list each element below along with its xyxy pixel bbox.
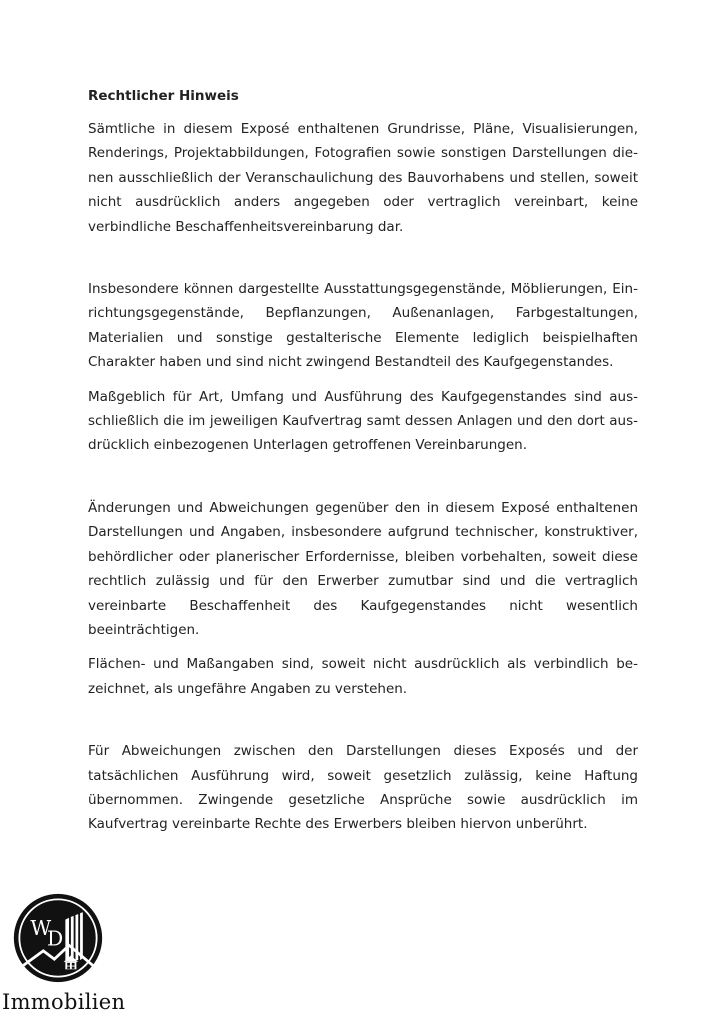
logo-letter-w: W: [30, 916, 52, 941]
company-logo: [2, 892, 132, 1022]
paragraph-1: Sämtliche in diesem Exposé enthaltenen Grundrisse, Pläne, Visualisierungen, Renderings, Projektabbildungen, Fotografien sowie sonstigen Darstellungen dienen ausschließlich der Veranschaulichung des Bauvorhabens und stellen, soweit nicht ausdrücklich anders angegeben oder vertraglich vereinbart, keine verbindliche Beschaffenheitsvereinbarung dar.: [88, 121, 638, 235]
logo-emblem-icon: [12, 892, 104, 984]
paragraph-5: Flächen- und Maßangaben sind, soweit nicht ausdrücklich als verbindlich bezeichnet, als ungefähre Angaben zu verstehen.: [88, 656, 638, 697]
paragraph-2: Insbesondere können dargestellte Ausstattungsgegenstände, Möblierungen, Einrichtungsgegenstände, Bepflanzungen, Außenanlagen, Farbgestaltungen, Materialien und sonstige gestalterische Elemente lediglich beispielhaften Charakter haben und sind nicht zwingend Bestandteil des Kaufgegenstandes.: [88, 281, 638, 371]
paragraph-6: Für Abweichungen zwischen den Darstellungen dieses Exposés und der tatsächlichen Ausführung wird, soweit gesetzlich zulässig, keine Haftung übernommen. Zwingende gesetzliche Ansprüche sowie ausdrücklich im Kaufvertrag vereinbarte Rechte des Erwerbers bleiben hiervon unberührt.: [88, 743, 638, 833]
logo-letter-d: D: [46, 926, 64, 951]
page-title: Rechtlicher Hinweis: [88, 88, 239, 104]
paragraph-4: Änderungen und Abweichungen gegenüber den in diesem Exposé enthaltenen Darstellungen und Angaben, insbesondere aufgrund technischer, konstruktiver, behördlicher oder planerischer Erfordernisse, bleiben vorbehalten, soweit diese rechtlich zulässig und für den Erwerber zumutbar sind und die vertraglich vereinbarte Beschaffenheit des Kaufgegenstandes nicht wesentlich beeinträchtigen.: [88, 499, 638, 638]
company-name: Immobilien: [2, 990, 126, 1014]
paragraph-3: Maßgeblich für Art, Umfang und Ausführung des Kaufgegenstandes sind ausschließlich die im jeweiligen Kaufvertrag samt dessen Anlagen und den dort ausdrücklich einbezogenen Unterlagen getroffenen Vereinbarungen.: [88, 388, 638, 454]
legal-notice: [88, 86, 638, 837]
